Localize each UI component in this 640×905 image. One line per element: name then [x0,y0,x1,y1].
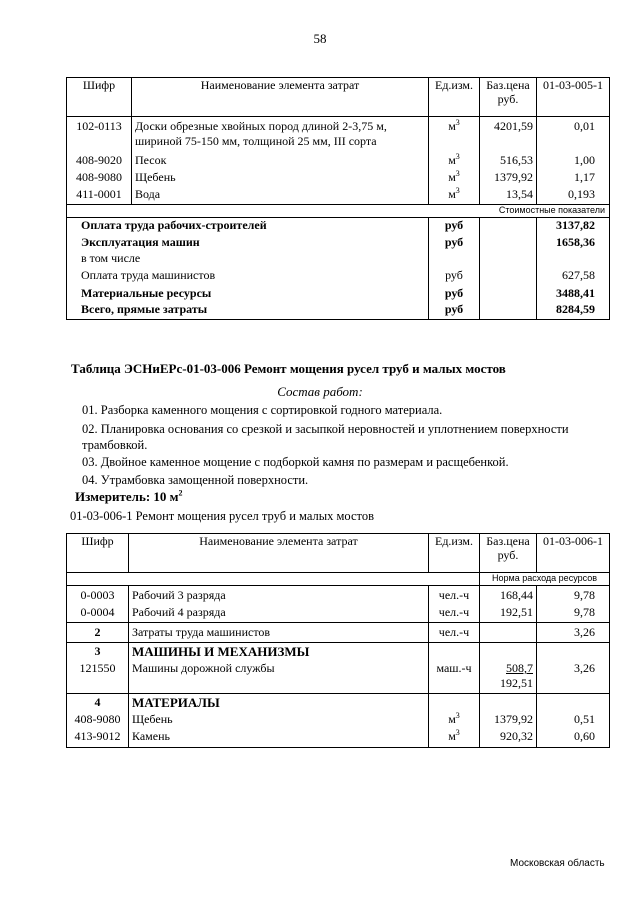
cost-label: Стоимостные показатели [537,205,610,218]
norm-label-row [67,573,610,586]
row-name: Песок [132,149,429,168]
row-code: 102-0113 [67,117,132,150]
row-price: 168,44 [480,586,537,604]
header-name: Наименование элемента затрат [129,534,429,573]
row-price: 1379,92 [480,710,537,727]
cost-row [67,233,610,250]
table-header [67,534,610,573]
row-value: 0,60 [537,727,610,748]
composition-title: Состав работ: [277,384,363,399]
table-row [67,117,610,150]
row-value: 0,01 [537,117,610,150]
work-step: 04. Утрамбовка замощенной поверхности. [82,473,309,487]
cost-unit: руб [429,233,480,250]
cost-name: Материальные ресурсы [81,286,212,300]
row-price: 13,54 [480,185,537,205]
row-unit: $м^3$ [429,727,480,748]
header-unit: Ед.изм. [429,78,480,117]
row-value: 3,26 [537,659,610,694]
row-value: 3,26 [537,623,610,643]
cost-row [67,250,610,266]
row-name: Доски обрезные хвойных пород длиной 2-3,75 м, шириной 75-150 мм, толщиной 25 мм, III сорта [132,117,429,150]
work-step: 02. Планировка основания со срезкой и засыпкой неровностей и уплотнением поверхности трамбовкой. [82,422,569,452]
work-step: 01. Разборка каменного мощения с сортировкой годного материала. [82,403,443,417]
cost-unit: руб [429,283,480,301]
cost-row [67,266,610,283]
row-name: Вода [132,185,429,205]
header-code: Шифр [81,534,114,548]
row-price: 192,51 [480,603,537,623]
row-name: МАШИНЫ И МЕХАНИЗМЫ [129,643,429,660]
cost-name: в том числе [81,251,141,265]
row-unit: чел.-ч [429,586,480,604]
page-number: 58 [313,31,327,46]
row-code: 0-0004 [80,605,115,619]
row-unit: чел.-ч [429,623,480,643]
row-unit: $м^3$ [429,710,480,727]
header-price: Баз.цена руб. [480,534,537,573]
row-value: 9,78 [537,603,610,623]
row-name: МАТЕРИАЛЫ [129,694,429,711]
table-row [67,185,610,205]
cost-row [67,218,610,234]
row-unit: $м^3$ [429,149,480,168]
cost-name: Оплата труда машинистов [81,268,216,282]
table-row [67,586,610,604]
footer-region: Московская область [510,858,605,869]
table-row [67,149,610,168]
cost-row [67,301,610,320]
cost-label-row [67,205,610,218]
header-norm: 01-03-005-1 [537,78,610,117]
row-code: 411-0001 [76,187,122,201]
section-row [67,694,610,711]
row-unit: $м^3$ [429,168,480,185]
table-row [67,168,610,185]
cost-name: Всего, прямые затраты [81,302,208,316]
row-unit: $м^3$ [429,185,480,205]
row-code: 408-9080 [76,170,122,184]
section-row [67,643,610,660]
cost-value: 627,58 [537,266,610,283]
row-name: Рабочий 4 разряда [129,603,429,623]
table-row [67,727,610,748]
row-code: 2 [67,623,129,643]
cost-unit: руб [429,218,480,234]
section-title: Таблица ЭСНиЕРс-01-03-006 Ремонт мощения русел труб и малых мостов [71,361,506,376]
resource-table-1 [66,77,610,320]
table-row [67,659,610,694]
table-header [67,78,610,117]
cost-unit: руб [429,301,480,320]
row-code: 408-9020 [76,153,122,167]
work-step: 03. Двойное каменное мощение с подборкой камня по размерам и расщебенкой. [82,455,509,469]
cost-value: 3488,41 [537,283,610,301]
section-row [67,623,610,643]
header-price: Баз.цена руб. [480,78,537,117]
row-price: 516,53 [480,149,537,168]
row-code: 0-0003 [67,586,129,604]
table-row [67,710,610,727]
row-price: 508,7 192,51 [480,659,537,694]
norm-subtitle: 01-03-006-1 Ремонт мощения русел труб и малых мостов [70,509,374,523]
row-code: 3 [67,643,129,660]
cost-row [67,283,610,301]
row-value: 1,00 [537,149,610,168]
row-price: 920,32 [480,727,537,748]
cost-value: 8284,59 [537,301,610,320]
row-price: 1379,92 [480,168,537,185]
row-value: 9,78 [537,586,610,604]
row-value: 1,17 [537,168,610,185]
table-row [67,603,610,623]
resource-table-2 [66,533,610,748]
header-unit: Ед.изм. [429,534,480,573]
cost-name: Оплата труда рабочих-строителей [67,218,429,234]
cost-value: 1658,36 [537,233,610,250]
row-price: 4201,59 [480,117,537,150]
cost-value: 3137,82 [537,218,610,234]
row-name: Щебень [132,168,429,185]
row-unit: маш.-ч [429,659,480,694]
header-name: Наименование элемента затрат [132,78,429,117]
row-code: 413-9012 [74,729,121,743]
header-norm: 01-03-006-1 [537,534,610,573]
row-code: 408-9080 [74,712,121,726]
row-name: Щебень [129,710,429,727]
meter-label: Измеритель: 10 $м^2$ [75,488,183,504]
header-code: Шифр [82,78,116,92]
cost-unit: руб [429,266,480,283]
row-code: 121550 [79,661,116,675]
row-name: Рабочий 3 разряда [129,586,429,604]
row-value: 0,51 [537,710,610,727]
row-unit: $м^3$ [429,117,480,150]
row-name: Затраты труда машинистов [129,623,429,643]
cost-name: Эксплуатация машин [81,235,200,249]
row-name: Камень [129,727,429,748]
row-value: 0,193 [537,185,610,205]
row-unit: чел.-ч [429,603,480,623]
row-name: Машины дорожной службы [129,659,429,694]
norm-label: Норма расхода ресурсов [480,573,610,586]
row-code: 4 [67,694,129,711]
